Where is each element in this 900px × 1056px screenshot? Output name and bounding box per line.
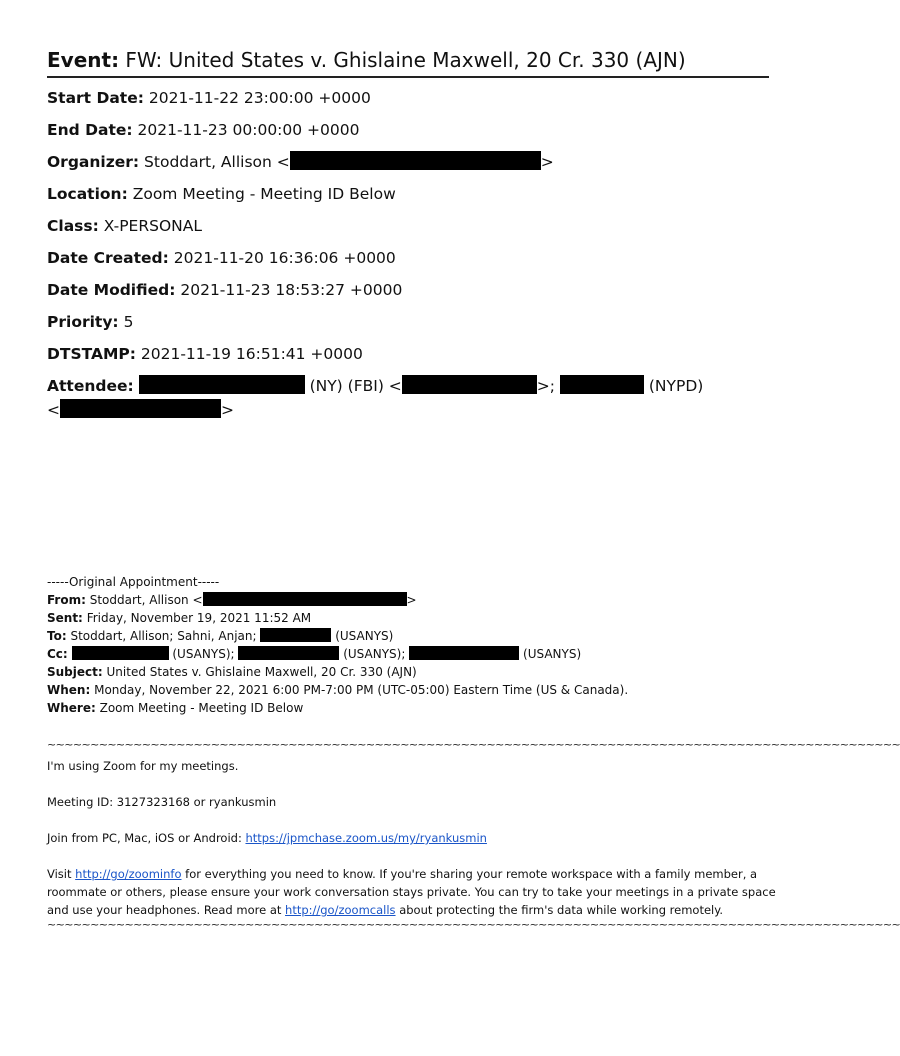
dtstamp-field xyxy=(47,342,769,366)
attendee-part3: (NYPD) xyxy=(648,377,704,395)
organizer-value: Stoddart, Allison < xyxy=(144,153,290,171)
attendee-field xyxy=(47,374,769,422)
zoomcalls-link[interactable]: http://go/zoomcalls xyxy=(285,903,396,917)
cc-label: Cc: xyxy=(47,647,68,661)
from-value: Stoddart, Allison < xyxy=(89,593,203,607)
redaction-box xyxy=(402,375,537,394)
from-label: From: xyxy=(47,593,86,607)
where-value: Zoom Meeting - Meeting ID Below xyxy=(99,701,304,715)
meeting-id-text: Meeting ID: 3127323168 or ryankusmin xyxy=(47,795,277,809)
date-modified-label: Date Modified: xyxy=(47,281,176,299)
attendee-part2: >; xyxy=(536,377,555,395)
event-label: Event: xyxy=(47,48,120,72)
to-line xyxy=(47,627,777,645)
event-document xyxy=(47,44,769,430)
end-date-label: End Date: xyxy=(47,121,133,139)
priority-value: 5 xyxy=(123,313,134,331)
event-title xyxy=(47,44,769,78)
join-paragraph xyxy=(47,829,777,847)
to-label: To: xyxy=(47,629,67,643)
redaction-box xyxy=(560,375,644,394)
organizer-field xyxy=(47,150,769,174)
priority-label: Priority: xyxy=(47,313,119,331)
separator-top: ~~~~~~~~~~~~~~~~~~~~~~~~~~~~~~~~~~~~~~~~~~~~~~~~~~~~~~~~~~~~~~~~~~~~~~~~~~~~~~~~~~~~~~~~~~~~~~~~~~~ xyxy=(47,738,900,751)
redaction-box xyxy=(139,375,305,394)
visit-text-2: for everything you need to know. If you're sharing your remote workspace with a family member, a roommate or others, please ensure your work conversation stays private. You can try to take your meetings in a private space and use your headphones. Read more at xyxy=(47,867,776,917)
attendee-part1: (NY) (FBI) < xyxy=(309,377,402,395)
dtstamp-value: 2021-11-19 16:51:41 +0000 xyxy=(140,345,363,363)
redaction-box xyxy=(260,628,331,642)
organizer-label: Organizer: xyxy=(47,153,140,171)
end-date-field xyxy=(47,118,769,142)
cc-line xyxy=(47,645,777,663)
date-created-label: Date Created: xyxy=(47,249,169,267)
when-label: When: xyxy=(47,683,91,697)
visit-text-3: about protecting the firm's data while working remotely. xyxy=(395,903,724,917)
date-created-field xyxy=(47,246,769,270)
redaction-box xyxy=(60,399,221,418)
sent-label: Sent: xyxy=(47,611,83,625)
visit-text: Visit xyxy=(47,867,76,881)
start-date-label: Start Date: xyxy=(47,89,144,107)
subject-value: United States v. Ghislaine Maxwell, 20 Cr. 330 (AJN) xyxy=(106,665,417,679)
join-text: Join from PC, Mac, iOS or Android: xyxy=(47,831,246,845)
redaction-box xyxy=(72,646,169,660)
location-label: Location: xyxy=(47,185,128,203)
priority-field xyxy=(47,310,769,334)
subject-line xyxy=(47,663,777,681)
cc-part3: (USANYS) xyxy=(523,647,582,661)
attendee-label: Attendee: xyxy=(47,377,134,395)
cc-part1: (USANYS); xyxy=(172,647,235,661)
date-created-value: 2021-11-20 16:36:06 +0000 xyxy=(173,249,396,267)
redaction-box xyxy=(203,592,407,606)
to-suffix: (USANYS) xyxy=(335,629,394,643)
organizer-suffix: > xyxy=(540,153,554,171)
zoominfo-link[interactable]: http://go/zoominfo xyxy=(75,867,182,881)
class-value: X-PERSONAL xyxy=(103,217,202,235)
sent-line xyxy=(47,609,777,627)
visit-paragraph xyxy=(47,865,777,919)
from-line xyxy=(47,591,777,609)
where-line xyxy=(47,699,777,717)
original-header: -----Original Appointment----- xyxy=(47,575,220,589)
start-date-value: 2021-11-22 23:00:00 +0000 xyxy=(148,89,371,107)
subject-label: Subject: xyxy=(47,665,103,679)
date-modified-field xyxy=(47,278,769,302)
dtstamp-label: DTSTAMP: xyxy=(47,345,136,363)
end-date-value: 2021-11-23 00:00:00 +0000 xyxy=(137,121,360,139)
attendee-part5: > xyxy=(221,401,234,419)
when-line xyxy=(47,681,777,699)
event-title-text: FW: United States v. Ghislaine Maxwell, 20 Cr. 330 (AJN) xyxy=(125,48,686,72)
to-value: Stoddart, Allison; Sahni, Anjan; xyxy=(70,629,257,643)
start-date-field xyxy=(47,86,769,110)
original-appointment xyxy=(47,573,900,931)
class-label: Class: xyxy=(47,217,99,235)
cc-part2: (USANYS); xyxy=(343,647,406,661)
class-field xyxy=(47,214,769,238)
join-link[interactable]: https://jpmchase.zoom.us/my/ryankusmin xyxy=(245,831,487,845)
from-suffix: > xyxy=(406,593,417,607)
redaction-box xyxy=(409,646,519,660)
using-zoom-text: I'm using Zoom for my meetings. xyxy=(47,759,239,773)
sent-value: Friday, November 19, 2021 11:52 AM xyxy=(86,611,312,625)
redaction-box xyxy=(238,646,339,660)
separator-bottom: ~~~~~~~~~~~~~~~~~~~~~~~~~~~~~~~~~~~~~~~~~~~~~~~~~~~~~~~~~~~~~~~~~~~~~~~~~~~~~~~~~~~~~~~~~~~~~~~~~~~ xyxy=(47,918,900,931)
attendee-part4: < xyxy=(47,401,60,419)
location-value: Zoom Meeting - Meeting ID Below xyxy=(132,185,396,203)
redaction-box xyxy=(290,151,541,170)
where-label: Where: xyxy=(47,701,96,715)
date-modified-value: 2021-11-23 18:53:27 +0000 xyxy=(180,281,403,299)
zoom-body xyxy=(47,757,777,919)
when-value: Monday, November 22, 2021 6:00 PM-7:00 PM (UTC-05:00) Eastern Time (US & Canada). xyxy=(94,683,629,697)
location-field xyxy=(47,182,769,206)
